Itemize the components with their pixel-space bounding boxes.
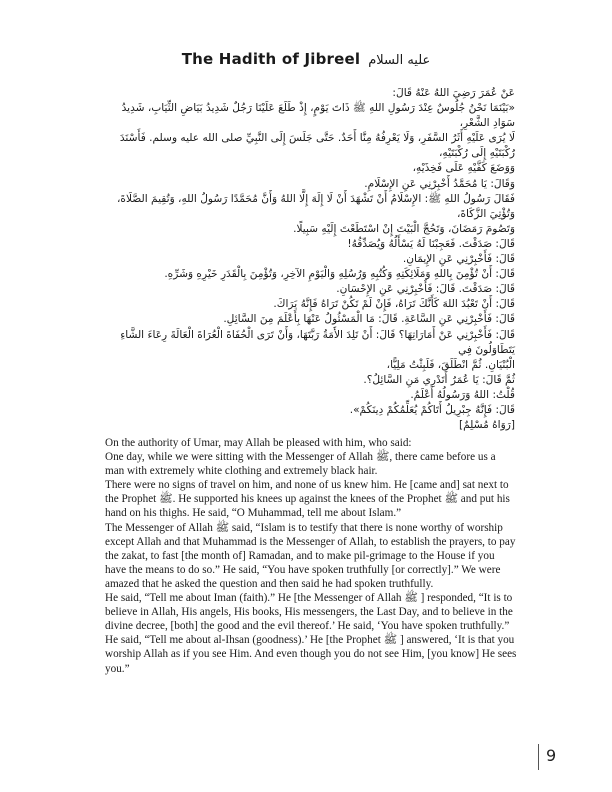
arabic-line: وَتَصُومَ رَمَضَانَ، وَتَحُجَّ الْبَيْتَ إِنْ اسْتَطَعْتَ إِلَيْهِ سَبِيلًا. — [293, 222, 515, 235]
page-title — [0, 50, 612, 74]
translation-paragraph: He said, “Tell me about al-Ihsan (goodness).’ He [the Prophet ﷺ ] answered, ‘It is that you worship Allah as if you see Him. And even though you do not see Him, [you know] He sees you.” — [105, 634, 517, 675]
english-translation — [105, 436, 517, 676]
translation-paragraph: One day, while we were sitting with the Messenger of Allah ﷺ, there came before us a man with extremely white clothing and extremely black hair. — [105, 451, 496, 478]
translation-paragraph: He said, “Tell me about Iman (faith).” He [the Messenger of Allah ﷺ ] responded, “It is to believe in Allah, His angels, His books, His messengers, the Last Day, and to believe in the divine decree, [both] the good and the evil thereof.’ He said, ‘You have spoken truthfully.” — [105, 592, 513, 633]
page-number: 9 — [546, 746, 557, 765]
arabic-line: قُلْتُ: اللهُ وَرَسُولُهُ أَعْلَمُ. — [410, 388, 515, 401]
arabic-line: قَالَ: فَأَخْبِرْنِي عَنِ الإِيمَانِ. — [402, 253, 515, 266]
arabic-line: الْبُنْيَانِ. ثُمَّ انْطَلَقَ، فَلَبِثْتُ مَلِيًّا، — [386, 358, 515, 371]
arabic-line: وَقَالَ: يَا مُحَمَّدُ أَخْبِرْنِي عَنِ الإِسْلَامِ. — [364, 177, 515, 190]
arabic-line: قَالَ: أَنْ تُؤْمِنَ بِاللهِ وَمَلَائِكَتِهِ وَكُتُبِهِ وَرُسُلِهِ وَالْيَوْمِ الآخِرِ، وَتُؤْمِنَ بِالْقَدَرِ خَيْرِهِ وَشَرِّهِ. — [164, 268, 515, 281]
arabic-hadith-text — [105, 86, 515, 433]
arabic-citation: [رَوَاهُ مُسْلِمٌ] — [458, 419, 515, 432]
arabic-line: عَنْ عُمَرَ رَضِيَ اللهُ عَنْهُ قَالَ: — [392, 87, 515, 99]
arabic-line: «بَيْنَمَا نَحْنُ جُلُوسٌ عِنْدَ رَسُولِ اللهِ ﷺ ذَاتَ يَوْمٍ، إِذْ طَلَعَ عَلَيْنَا رَجُلٌ شَدِيدُ بَيَاضِ الثِّيَابِ، شَدِيدُ سَوَادِ الشَّعْرِ، — [121, 102, 515, 130]
arabic-line: فَقَالَ رَسُولُ اللهِ ﷺ: الإِسْلَامُ أَنْ تَشْهَدَ أَنْ لَا إِلَهَ إِلَّا اللهُ وَأَنَّ مُحَمَّدًا رَسُولُ اللهِ، وَتُقِيمَ الصَّلَاةَ، وَتُؤْتِيَ الزَّكَاةَ، — [117, 192, 515, 220]
page-number-divider — [538, 744, 539, 770]
arabic-line: قَالَ: فَأَخْبِرْنِي عَنْ أَمَارَاتِهَا؟ قَالَ: أَنْ تَلِدَ الأَمَةُ رَبَّتَهَا، وَأَنْ تَرَى الْحُفَاةَ الْعُرَاةَ الْعَالَةَ رِعَاءَ الشَّاءِ يَتَطَاوَلُونَ فِي — [120, 328, 515, 356]
arabic-line: قَالَ: صَدَقْتَ. فَعَجِبْنَا لَهُ يَسْأَلُهُ وَيُصَدِّقُهُ! — [347, 237, 515, 250]
arabic-line: قَالَ: أَنْ تَعْبُدَ اللهَ كَأَنَّكَ تَرَاهُ، فَإِنْ لَمْ تَكُنْ تَرَاهُ فَإِنَّهُ يَرَاكَ. — [273, 298, 515, 311]
arabic-line: قَالَ: فَإِنَّهُ جِبْرِيلُ أَتَاكُمْ يُعَلِّمُكُمْ دِينَكُمْ». — [349, 403, 515, 416]
arabic-line: قَالَ: فَأَخْبِرْنِي عَنِ السَّاعَةِ. قَالَ: مَا الْمَسْئُولُ عَنْهَا بِأَعْلَمَ مِنَ السَّائِلِ. — [223, 313, 515, 326]
arabic-line: ثُمَّ قَالَ: يَا عُمَرُ أَتَدْرِي مَنِ السَّائِلُ؟. — [363, 373, 515, 386]
arabic-line: قَالَ: صَدَقْتَ. قَالَ: فَأَخْبِرْنِي عَنِ الإِحْسَانِ. — [336, 283, 515, 296]
translation-paragraph: The Messenger of Allah ﷺ said, “Islam is to testify that there is none worthy of worship except Allah and that Muhammad is the Messenger of Allah, to establish the prayers, to pay the zakat, to fast [the month of] Ramadan, and to make pil-grimage to the House if you have the means to do so.” He said, “You have spoken truthfully [or correctly].” We were amazed that he asked the question and then said he had spoken truthfully. — [105, 521, 516, 590]
arabic-line: لَا يُرَى عَلَيْهِ أَثَرُ السَّفَرِ، وَلَا يَعْرِفُهُ مِنَّا أَحَدٌ. حَتَّى جَلَسَ إِلَى النَّبِيِّ صلى الله عليه وسلم. فَأَسْنَدَ رُكْبَتَيْهِ إِلَى رُكْبَتَيْهِ، — [119, 132, 515, 160]
title-english: The Hadith of Jibreel — [181, 50, 361, 68]
title-arabic: عليه السلام — [368, 53, 431, 68]
translation-paragraph: On the authority of Umar, may Allah be pleased with him, who said: — [105, 437, 412, 449]
arabic-line: وَوَضَعَ كَفَّيْهِ عَلَى فَخِذَيْهِ، — [412, 162, 515, 175]
translation-paragraph: There were no signs of travel on him, and none of us knew him. He [came and] sat next to the Prophet ﷺ. He supported his knees up against the knees of the Prophet ﷺ and put his hand on his thighs. He said, “O Muhammad, tell me about Islam.” — [105, 479, 510, 520]
